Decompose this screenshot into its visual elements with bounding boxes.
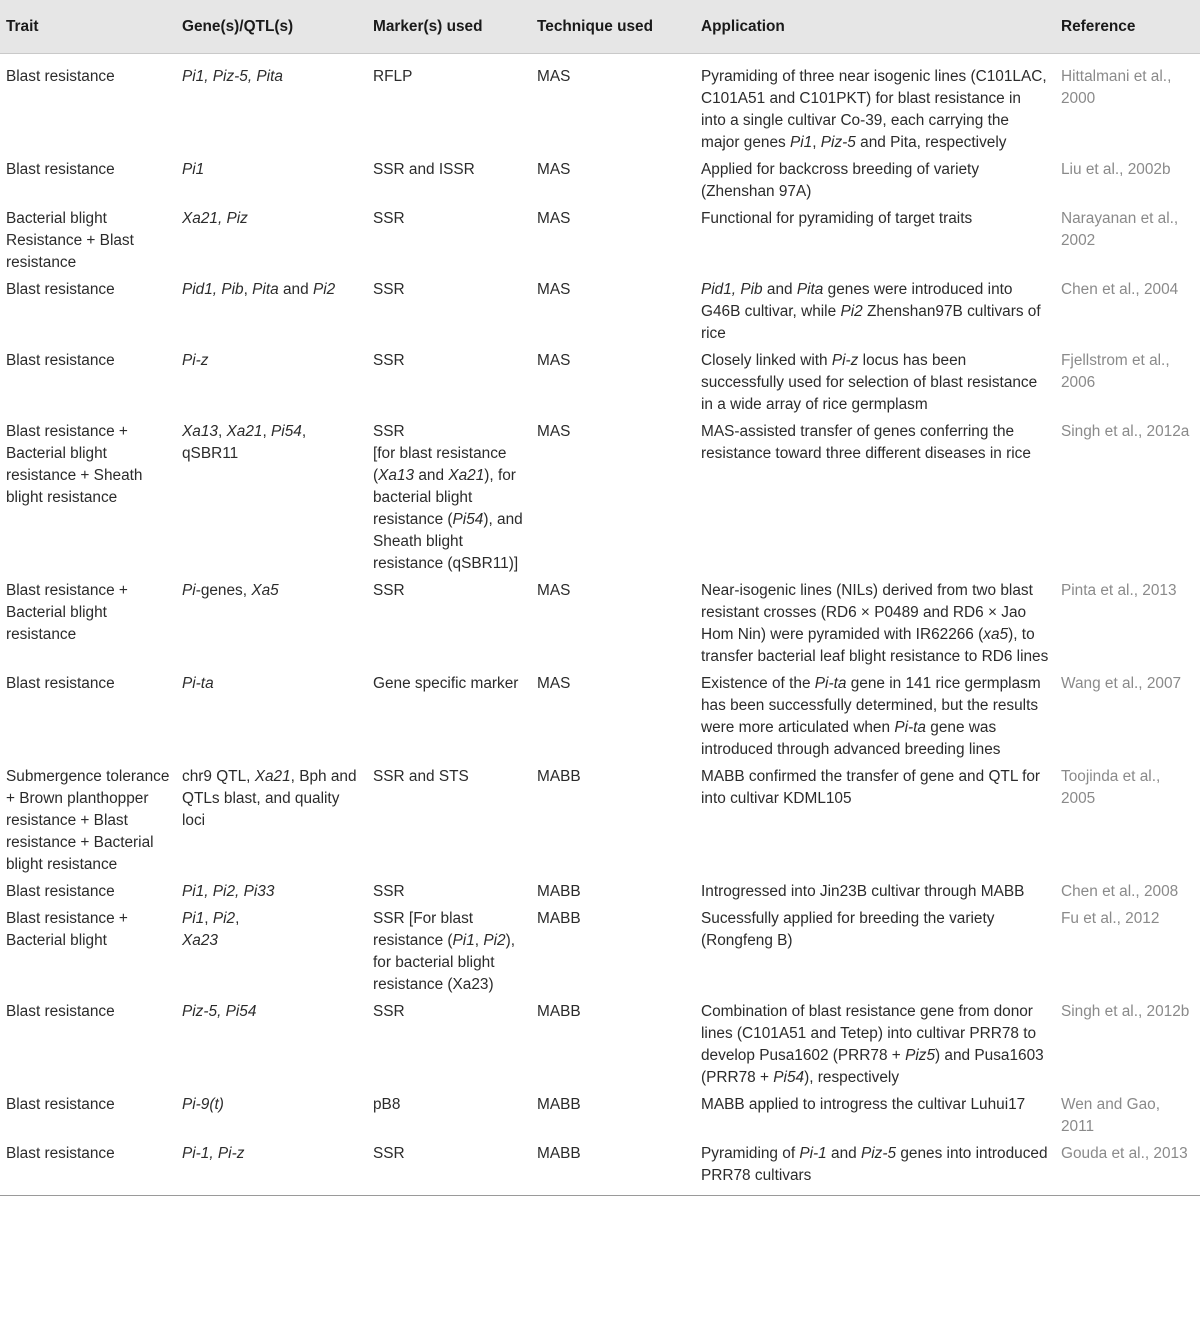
italic-text: Pi-1, Pi-z [182,1145,245,1162]
cell-text: Zhenshan97B cultivars of rice [701,303,1045,342]
genes-cell [176,276,367,347]
italic-text: Piz5 [905,1047,936,1064]
genes-cell [176,54,367,157]
reference-cell: Wang et al., 2007 [1061,675,1182,692]
application-cell [695,418,1055,577]
cell-text: SSR [373,883,405,900]
cell-text: , [474,932,484,949]
italic-text: Pi-z [831,352,859,369]
table-row [0,998,1200,1091]
reference-cell: Chen et al., 2008 [1061,883,1179,900]
cell-text: Introgressed into Jin23B cultivar through MABB [701,883,1025,900]
italic-text: Xa13 [182,423,218,440]
genes-cell [176,905,367,998]
technique-cell: MABB [537,768,581,785]
italic-text: Pi-ta [814,675,847,692]
header-trait: Trait [0,0,176,54]
trait-cell: Blast resistance [6,1096,115,1113]
cell-text: SSR [373,281,405,298]
table-row [0,156,1200,205]
genes-cell [176,998,367,1091]
cell-text: pB8 [373,1096,401,1113]
cell-text: , qSBR11 [182,423,311,462]
marker-cell [367,998,531,1091]
marker-cell [367,347,531,418]
cell-text: RFLP [373,68,413,85]
marker-cell [367,905,531,998]
italic-text: Xa5 [251,582,279,599]
cell-text: and [826,1145,861,1162]
application-cell [695,347,1055,418]
genes-cell [176,1091,367,1140]
application-cell [695,54,1055,157]
genes-cell [176,763,367,878]
technique-cell: MAS [537,582,571,599]
cell-text: ), and Sheath blight resistance (qSBR11)] [373,511,527,572]
genes-cell [176,205,367,276]
cell-text: , [204,910,213,927]
trait-cell: Blast resistance + Bacterial blight resistance [6,582,128,643]
marker-cell [367,1140,531,1196]
table-row [0,763,1200,878]
italic-text: Piz-5, Pi54 [182,1003,257,1020]
header-genes: Gene(s)/QTL(s) [176,0,367,54]
italic-text: Pi-z [182,352,209,369]
italic-text: Pi2 [483,932,506,949]
technique-cell: MAS [537,423,571,440]
marker-cell [367,1091,531,1140]
cell-text: ), for bacterial blight resistance ( [373,467,521,528]
cell-text: ), respectively [804,1069,900,1086]
italic-text: Pi1 [182,910,205,927]
trait-cell: Blast resistance [6,1003,115,1020]
cell-text: SSR and STS [373,768,469,785]
cell-text: and [762,281,797,298]
trait-cell: Blast resistance [6,281,115,298]
cell-text: SSR [373,352,405,369]
table-row [0,205,1200,276]
technique-cell: MAS [537,352,571,369]
cell-text: MABB confirmed the transfer of gene and QTL for into cultivar KDML105 [701,768,1045,807]
reference-cell: Narayanan et al., 2002 [1061,210,1179,249]
technique-cell: MABB [537,1096,581,1113]
cell-text: , [262,423,272,440]
technique-cell: MAS [537,210,571,227]
cell-text: -genes, [195,582,252,599]
application-cell [695,670,1055,763]
cell-text: Applied for backcross breeding of variety (Zhenshan 97A) [701,161,984,200]
italic-text: Piz-5 [860,1145,897,1162]
marker-cell [367,205,531,276]
header-row [0,0,1200,54]
marker-cell [367,763,531,878]
italic-text: Pita [252,281,279,298]
cell-text: SSR [for blast resistance ( [373,423,507,484]
italic-text: Xa21 [448,467,485,484]
cell-text: locus has been successfully used for selection of blast resistance in a wide array of rice germplasm [701,352,1042,413]
italic-text: Xa13 [378,467,415,484]
application-cell [695,878,1055,905]
italic-text: Pid1, Pib [701,281,763,298]
technique-cell: MABB [537,1003,581,1020]
cell-text: chr9 QTL, [182,768,255,785]
header-application: Application [695,0,1055,54]
technique-cell: MAS [537,68,571,85]
italic-text: Pi2 [840,303,863,320]
reference-cell: Liu et al., 2002b [1061,161,1171,178]
technique-cell: MABB [531,1140,695,1196]
cell-text: SSR [For blast resistance ( [373,910,478,949]
header-reference: Reference [1055,0,1200,54]
cell-text: , Bph and QTLs blast, and quality loci [182,768,357,829]
reference-cell: Toojinda et al., 2005 [1061,768,1161,807]
italic-text: Pi1, Pi2, Pi33 [182,883,275,900]
application-cell [695,276,1055,347]
technique-cell: MABB [537,910,581,927]
cell-text: , [235,910,240,927]
reference-cell: Chen et al., 2004 [1061,281,1179,298]
table-body [0,54,1200,1196]
marker-cell [367,878,531,905]
italic-text: Pi1, Piz-5, Pita [182,68,283,85]
application-cell [695,156,1055,205]
table-row [0,54,1200,157]
cell-text: gene was introduced through advanced breeding lines [701,719,1001,758]
cell-text: gene in 141 rice germplasm has been successfully determined, but the results were more articulated when [701,675,1045,736]
trait-cell: Blast resistance [6,675,115,692]
italic-text: Pi54 [271,423,302,440]
italic-text: Pi-ta [182,675,214,692]
genes-cell [176,347,367,418]
table-row [0,418,1200,577]
trait-cell: Blast resistance [6,352,115,369]
application-cell [695,998,1055,1091]
marker-cell [367,418,531,577]
italic-text: Pid1, Pib [182,281,244,298]
marker-cell [367,577,531,670]
reference-cell: Singh et al., 2012b [1061,1003,1190,1020]
table-row [0,1140,1200,1196]
reference-cell: Hittalmani et al., 2000 [1061,68,1172,107]
marker-cell [367,54,531,157]
reference-cell: Fu et al., 2012 [1061,910,1160,927]
cell-text: ), to transfer bacterial leaf blight resistance to RD6 lines [701,626,1049,665]
cell-text: Functional for pyramiding of target traits [701,210,973,227]
cell-text: Pyramiding of [701,1145,800,1162]
italic-text: Pi-9(t) [182,1096,224,1113]
italic-text: Pi2 [312,281,336,298]
genes-cell [176,577,367,670]
italic-text: Piz-5 [820,134,856,151]
cell-text: and Pita, respectively [855,134,1007,151]
cell-text: ), for bacterial blight resistance (Xa23) [373,932,520,993]
table-row [0,670,1200,763]
cell-text: Pyramiding of three near isogenic lines (C101LAC, C101A51 and C101PKT) for blast resistance in into a single cultivar Co-39, each carrying the major genes [701,68,1051,151]
trait-cell: Blast resistance [6,883,115,900]
cell-text: , [243,281,253,298]
technique-cell: MAS [537,281,571,298]
cell-text: and [414,467,449,484]
italic-text: Xa21 [226,423,263,440]
cell-text: Closely linked with [701,352,832,369]
table-row [0,577,1200,670]
italic-text: Pi54 [452,511,484,528]
cell-text: Existence of the [701,675,815,692]
application-cell [695,577,1055,670]
trait-cell: Blast resistance + Bacterial blight resistance + Sheath blight resistance [6,423,143,506]
cell-text: MABB applied to introgress the cultivar Luhui17 [701,1096,1026,1113]
italic-text: Xa21 [254,768,291,785]
cell-text: , [812,134,821,151]
genes-cell [176,670,367,763]
marker-cell [367,670,531,763]
table-row [0,878,1200,905]
genes-cell [176,156,367,205]
trait-cell: Bacterial blight Resistance + Blast resistance [6,210,134,271]
header-marker: Marker(s) used [367,0,531,54]
cell-text: Near-isogenic lines (NILs) derived from two blast resistant crosses (RD6 × P0489 and RD6 × Jao Hom Nin) were pyramided with IR62266 ( [701,582,1038,643]
application-cell [695,763,1055,878]
header-technique: Technique used [531,0,695,54]
genes-cell [176,878,367,905]
genes-cell [176,1140,367,1196]
application-cell [695,205,1055,276]
cell-text: SSR [373,210,405,227]
reference-cell: Pinta et al., 2013 [1061,582,1177,599]
reference-cell: Wen and Gao, 2011 [1061,1096,1160,1135]
cell-text: MAS-assisted transfer of genes conferring the resistance toward three different diseases in rice [701,423,1031,462]
application-cell [695,1091,1055,1140]
reference-cell: Gouda et al., 2013 [1055,1140,1200,1196]
cell-text: SSR [373,1003,405,1020]
italic-text: Pi-ta [894,719,926,736]
trait-cell: Blast resistance [6,68,115,85]
cell-text: Gene specific marker [373,675,519,692]
trait-cell: Blast resistance [6,161,115,178]
italic-text: Pi-1 [799,1145,827,1162]
table-row [0,276,1200,347]
table-row [0,905,1200,998]
italic-text: Xa21, Piz [182,210,248,227]
genes-cell [176,418,367,577]
marker-cell [367,276,531,347]
cell-text: genes into introduced PRR78 cultivars [701,1145,1052,1184]
cell-text: SSR and ISSR [373,161,475,178]
cell-text: SSR [373,1145,405,1162]
italic-text: Xa23 [182,932,218,949]
italic-text: Pi [182,582,196,599]
italic-text: Pi2 [212,910,236,927]
technique-cell: MAS [537,161,571,178]
cell-text: and [278,281,313,298]
italic-text: Pi1 [182,161,205,178]
technique-cell: MABB [537,883,581,900]
trait-cell: Blast resistance [0,1140,176,1196]
cell-text: Combination of blast resistance gene from donor lines (C101A51 and Tetep) into cultivar PRR78 to develop Pusa1602 (PRR78 + [701,1003,1041,1064]
reference-cell: Fjellstrom et al., 2006 [1061,352,1170,391]
cell-text: Sucessfully applied for breeding the variety (Rongfeng B) [701,910,999,949]
cell-text: genes were introduced into G46B cultivar, while [701,281,1017,320]
application-cell [695,905,1055,998]
italic-text: xa5 [983,626,1009,643]
marker-cell [367,156,531,205]
trait-cell: Blast resistance + Bacterial blight [6,910,128,949]
cell-text: SSR [373,582,405,599]
table-row [0,1091,1200,1140]
cell-text: , [217,423,227,440]
trait-cell: Submergence tolerance + Brown planthopper resistance + Blast resistance + Bacterial blight resistance [6,768,170,873]
reference-cell: Singh et al., 2012a [1061,423,1190,440]
italic-text: Pi1 [452,932,475,949]
italic-text: Pi1 [789,134,813,151]
cell-text: ) and Pusa1603 (PRR78 + [701,1047,1048,1086]
application-cell [695,1140,1055,1196]
table-row [0,347,1200,418]
italic-text: Pita [796,281,824,298]
technique-cell: MAS [537,675,571,692]
italic-text: Pi54 [773,1069,805,1086]
